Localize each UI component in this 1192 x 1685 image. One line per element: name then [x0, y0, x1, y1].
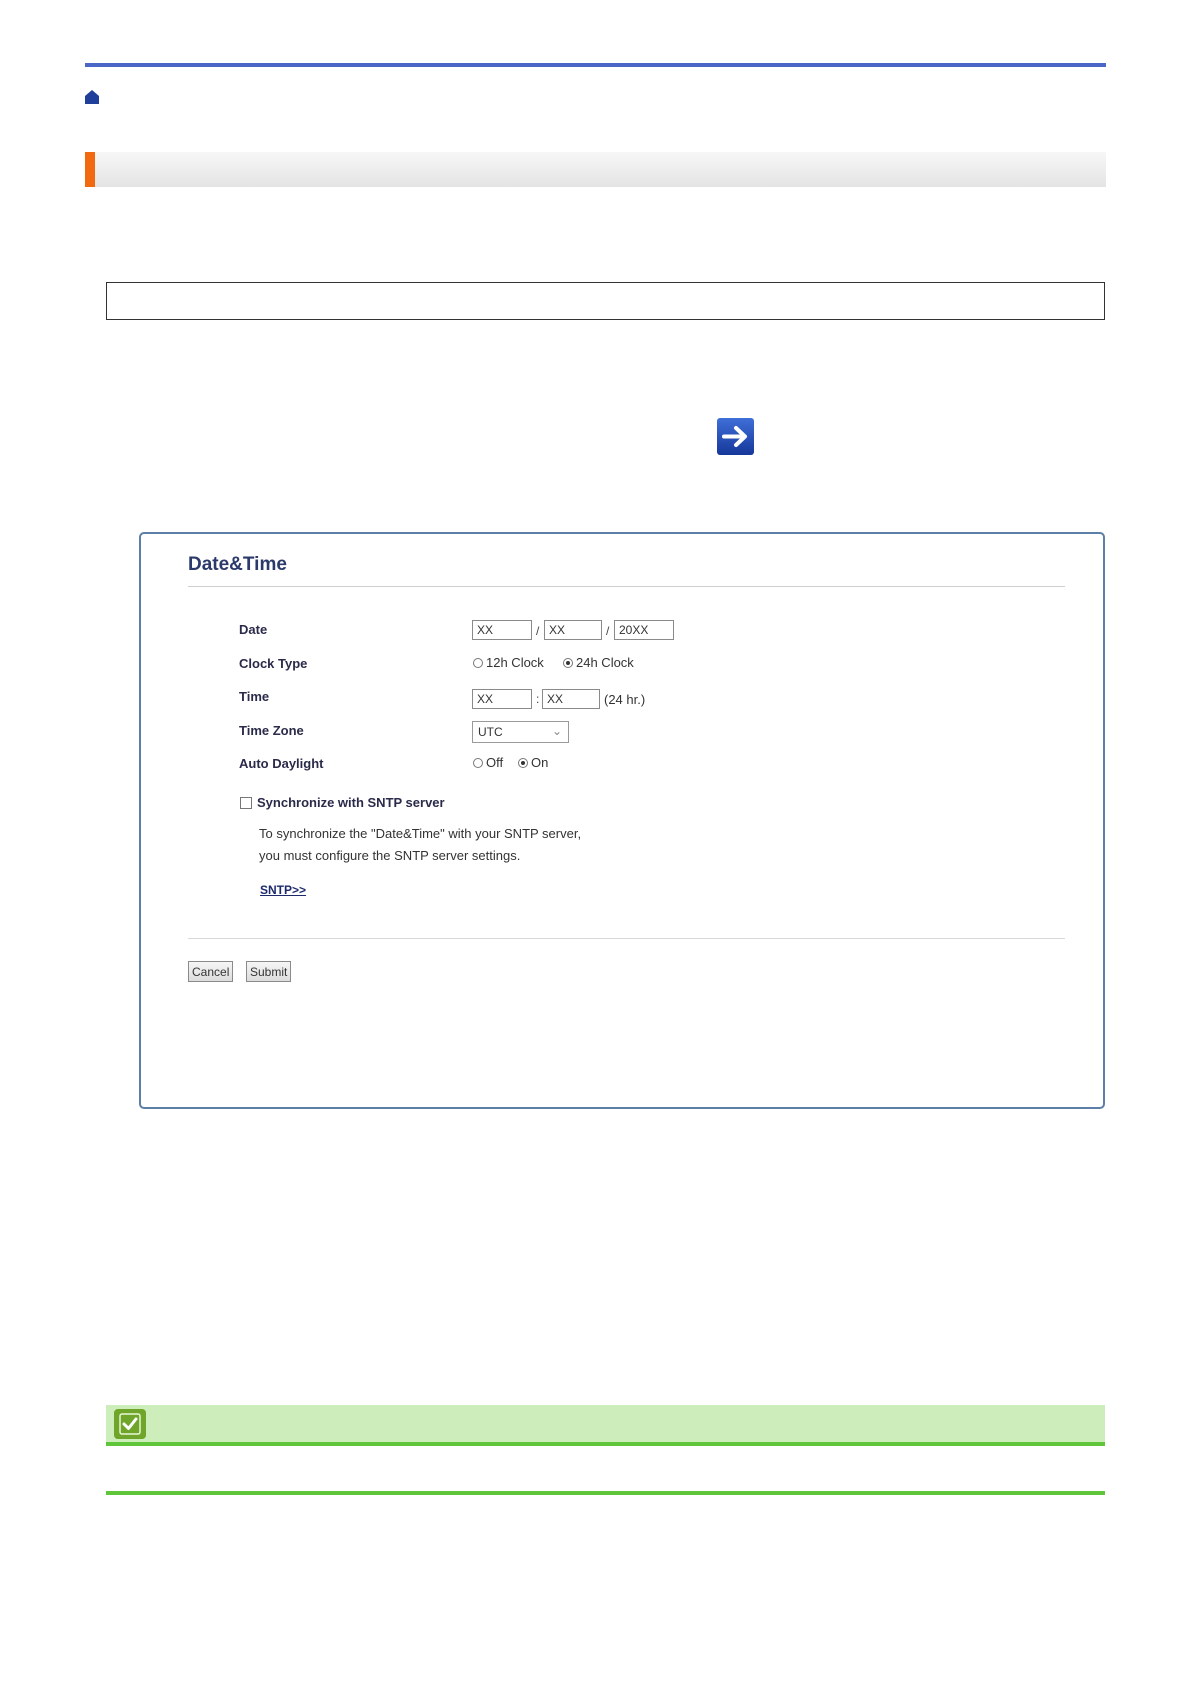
date-separator: /: [536, 624, 540, 638]
panel-title: Date&Time: [188, 554, 287, 575]
clock-12h-label: 12h Clock: [486, 655, 544, 670]
title-divider: [188, 586, 1065, 587]
auto-daylight-label: Auto Daylight: [239, 756, 324, 771]
sync-sntp-label: Synchronize with SNTP server: [257, 795, 445, 810]
submit-button[interactable]: Submit: [246, 961, 291, 982]
arrow-right-icon: [717, 418, 754, 455]
time-hours-input[interactable]: [472, 689, 532, 709]
panel-divider: [188, 938, 1065, 939]
clock-24h-radio[interactable]: [563, 658, 573, 668]
sntp-settings-link[interactable]: SNTP>>: [260, 883, 307, 897]
section-heading-bar: [85, 152, 1106, 187]
related-info-rule: [106, 1442, 1105, 1446]
time-zone-value: UTC: [478, 725, 503, 739]
note-box: [106, 282, 1105, 320]
cancel-button[interactable]: Cancel: [188, 961, 233, 982]
daylight-on-radio[interactable]: [518, 758, 528, 768]
date-year-input[interactable]: [614, 620, 674, 640]
time-minutes-input[interactable]: [542, 689, 600, 709]
sync-sntp-checkbox[interactable]: [240, 797, 252, 809]
sync-help-line-1: To synchronize the "Date&Time" with your SNTP server,: [259, 826, 582, 841]
time-label: Time: [239, 689, 270, 704]
date-time-settings-panel: [139, 532, 1105, 1109]
chevron-down-icon: ⌄: [551, 724, 562, 738]
clock-type-label: Clock Type: [239, 656, 308, 671]
related-info-rule: [106, 1491, 1105, 1495]
clock-24h-label: 24h Clock: [576, 655, 634, 670]
daylight-on-label: On: [531, 755, 549, 770]
section-accent: [85, 152, 95, 187]
daylight-off-label: Off: [486, 755, 504, 770]
time-separator: :: [536, 692, 540, 706]
date-separator: /: [606, 624, 610, 638]
clock-12h-radio[interactable]: [473, 658, 483, 668]
sync-help-line-2: you must configure the SNTP server settings.: [259, 848, 521, 863]
time-zone-select[interactable]: [472, 721, 569, 743]
check-icon: [114, 1409, 146, 1439]
time-format-note: (24 hr.): [604, 692, 646, 707]
time-zone-label: Time Zone: [239, 723, 304, 738]
daylight-off-radio[interactable]: [473, 758, 483, 768]
top-rule: [85, 63, 1106, 67]
date-month-input[interactable]: [472, 620, 532, 640]
date-label: Date: [239, 622, 268, 637]
related-info-bar: [106, 1405, 1105, 1442]
date-day-input[interactable]: [544, 620, 602, 640]
home-icon[interactable]: [84, 89, 100, 105]
